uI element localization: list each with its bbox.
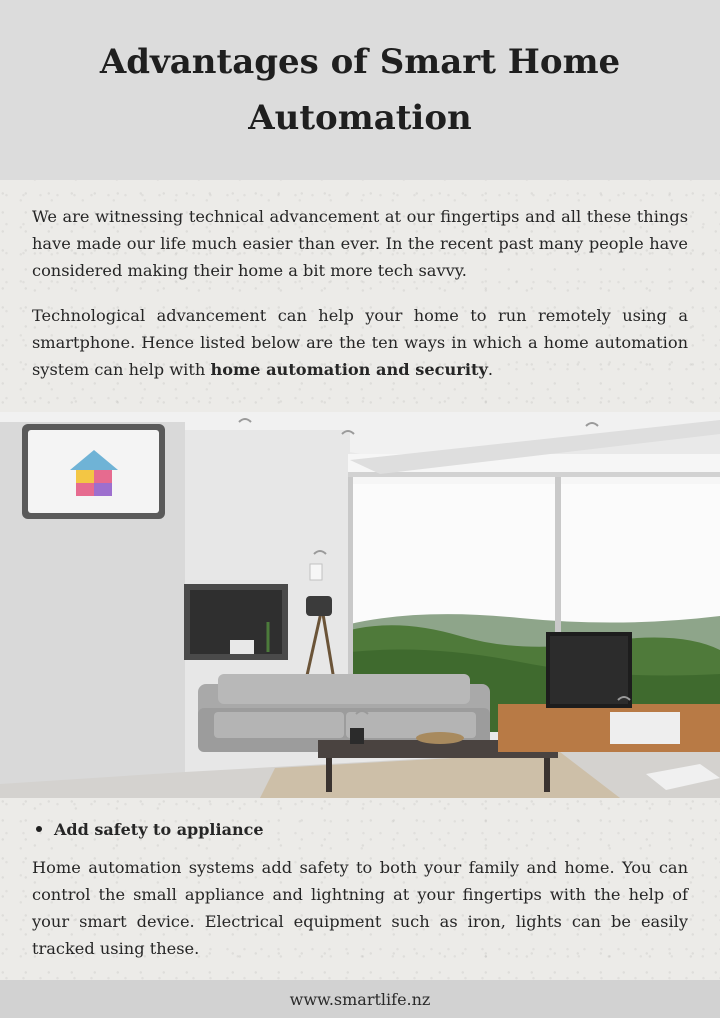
- footer-url[interactable]: www.smartlife.nz: [289, 989, 431, 1009]
- page-title-line1: Advantages of Smart Home: [99, 42, 621, 82]
- bullet-item: [32, 814, 688, 844]
- page-footer: [0, 980, 720, 1018]
- page-title-line2: Automation: [248, 98, 472, 138]
- intro-paragraph-2-end: .: [487, 360, 494, 379]
- page-header: [0, 0, 720, 180]
- safety-section: [32, 814, 688, 962]
- section-body: Home automation systems add safety to both your family and home. You can control the small appliance and lightning at your fingertips with the help of your smart device. Electrical equipment such as iron, lights can be easily tracked using these.: [32, 858, 688, 958]
- bullet-icon: [36, 826, 42, 832]
- living-room-illustration: [0, 412, 720, 798]
- home-automation-security-emphasis: home automation and security: [210, 360, 488, 379]
- intro-paragraph-2-text: Technological advancement can help your home to run remotely using a smartphone. Hence listed below are the ten ways in which a home automation system can help with: [32, 306, 688, 379]
- section-heading: Add safety to appliance: [54, 819, 264, 839]
- intro-section: [32, 203, 688, 401]
- intro-paragraph-1: We are witnessing technical advancement at our fingertips and all these things have made our life much easier than ever. In the recent past many people have considered making their home a bit more tech savvy.: [32, 207, 688, 280]
- page-title: [60, 34, 660, 146]
- smart-living-room-photo: [0, 412, 720, 798]
- intro-paragraph-2: [32, 302, 688, 383]
